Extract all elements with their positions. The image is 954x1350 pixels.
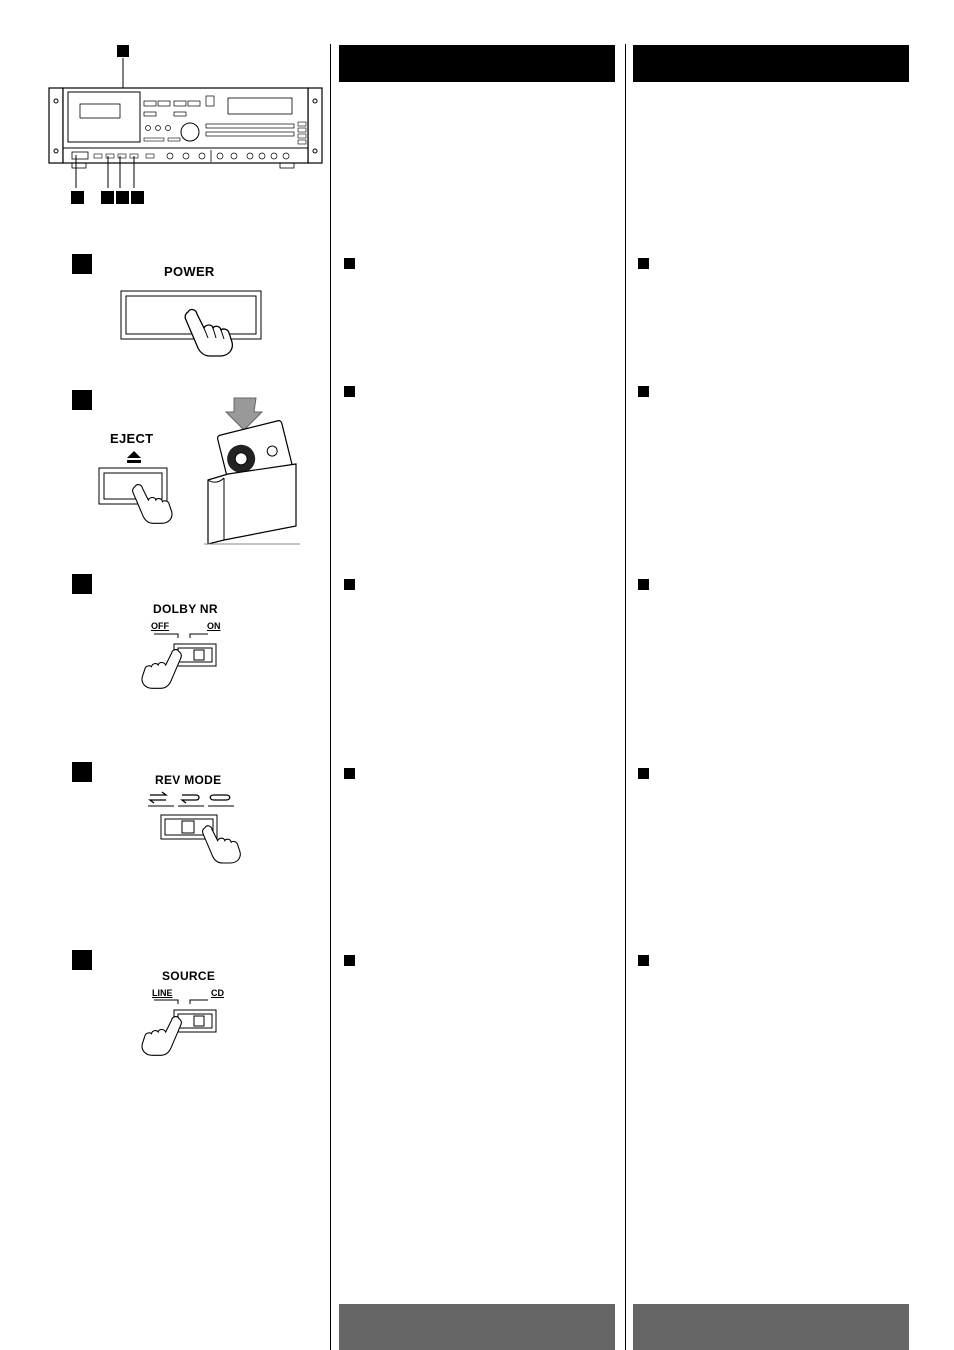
step-marker-2 [72,390,92,410]
pointing-hand-icon [134,1012,184,1057]
dolby-label: DOLBY NR [153,602,218,616]
source-line-label: LINE [152,988,173,998]
step-marker-4 [72,762,92,782]
step-bullet-right-3 [638,579,649,590]
column-header-right [633,45,909,82]
column-footer-right [633,1304,909,1350]
step-bullet-middle-5 [344,955,355,966]
cassette-insert-icon [204,394,304,546]
column-divider-right [625,44,626,1350]
callout-marker-dolby [116,191,129,204]
step-bullet-right-2 [638,386,649,397]
power-label: POWER [164,264,215,279]
dolby-off-label: OFF [151,621,169,631]
rev-mode-label: REV MODE [155,773,222,787]
column-divider-left [330,44,331,1350]
eject-label: EJECT [110,431,154,446]
column-footer-middle [339,1304,615,1350]
cassette-deck-front-panel-icon [48,56,328,196]
callout-marker-eject [101,191,114,204]
pointing-hand-icon [182,306,242,356]
step-marker-3 [72,574,92,594]
step-bullet-middle-1 [344,258,355,269]
dolby-on-label: ON [207,621,221,631]
callout-marker-power [71,191,84,204]
pointing-hand-icon [200,822,248,864]
eject-triangle-icon [126,450,142,464]
column-header-middle [339,45,615,82]
step-marker-1 [72,254,92,274]
callout-marker-rev [131,191,144,204]
source-label: SOURCE [162,969,216,983]
source-cd-label: CD [211,988,224,998]
step-bullet-right-4 [638,768,649,779]
step-bullet-right-1 [638,258,649,269]
step-bullet-right-5 [638,955,649,966]
rev-mode-symbols-icon [146,790,236,810]
step-bullet-middle-3 [344,579,355,590]
step-bullet-middle-2 [344,386,355,397]
pointing-hand-icon [134,645,184,690]
step-marker-5 [72,950,92,970]
pointing-hand-icon [130,480,180,525]
step-bullet-middle-4 [344,768,355,779]
